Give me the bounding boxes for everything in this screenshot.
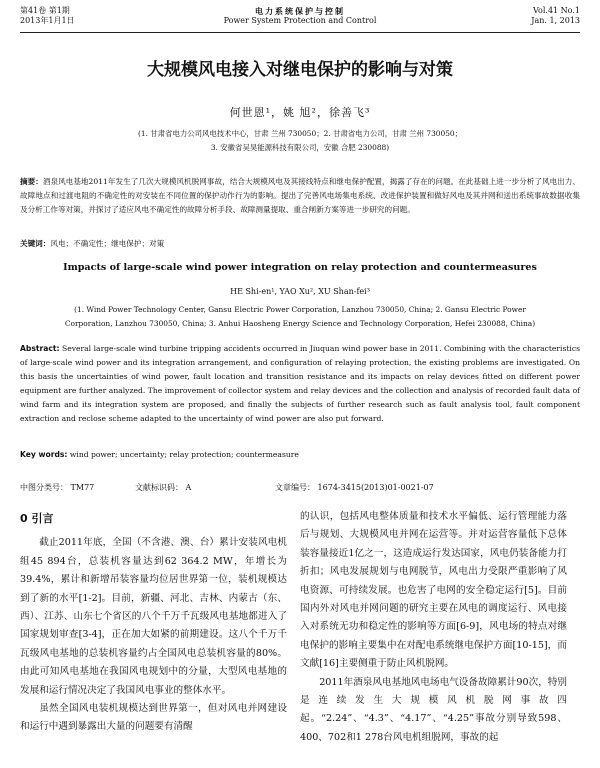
body-column-left <box>20 510 287 737</box>
paper-title-en: Impacts of large-scale wind power integration on relay protection and countermeasures <box>63 262 537 273</box>
abstract-en <box>20 342 580 426</box>
body-paragraph: 的认识，包括风电整体质量和技术水平偏低、运行管理能力落后与规划、大规模风电并网在运营等。并对运营容量低下总体装容量接近1亿之一，这造成运行发达国家，风电仍装备能力打折扣；风电发展规划与电网脱节，风电出力受限严重影响了风电资源、可持续发展。也危害了电网的安全稳定运行[5]。目前国内外对风电并网问题的研究主要在风电的调度运行、风电接入对系统无功和稳定性的影响等方面[6-9]，风电场的特点对继电保护的影响主要集中在对配电系统继电保护方面[10-15]，而文献[16]主要侧重于防止风机脱网。 <box>300 511 567 670</box>
affiliation-cn-line-2: 3. 安徽省吴昊能源科技有限公司，安徽 合肥 230088) <box>210 143 390 152</box>
body-column-right <box>300 508 567 747</box>
abstract-cn-text: 酒泉风电基地2011年发生了几次大规模风机脱网事故，结合大规模风电及其接线特点和继电保护配置，揭露了存在的问题。在此基础上进一步分析了风电出力、故障地点和过渡电阻的不确定性的对安装在不同位置的保护动作行为的影响。提出了完善风电场集电系统、改进保护装置和做好风电及其并网和送出系统事故数据收集及分析工作等对策，并探讨了适应风电不确定性的故障分析手段、故障测量提取、重合闸新方案等进一步研究的问题。 <box>20 177 581 214</box>
header-center <box>20 6 580 26</box>
running-header <box>20 6 580 33</box>
abstract-cn-label: 摘要： <box>20 177 43 186</box>
volume-en: Vol.41 No.1 <box>533 6 580 15</box>
affiliation-en <box>40 303 560 331</box>
authors-cn: 何世恩¹，姚 旭²，徐善飞³ <box>229 106 371 119</box>
abstract-en-text: Several large-scale wind turbine tripping accidents occurred in Jiuquan wind power base in 2011. Combining with the characteristics of large-scale wind power and its integration arrangement, and configuration of relaying protection, the existing problems are investigated. On this basis the uncertainties of wind power, fault location and transition resistance and its impacts on relay devices fitted on different power equipment are further analyzed. The improvement of collector system and relay devices and the collection and analysis of recorded fault data of wind farm and its integration system are proposed, and finally the subjects of further research such as fault analysis tool, fault component extraction and reclose scheme adapted to the uncertainty of wind power are also put forward. <box>20 344 580 423</box>
header-right <box>531 6 580 26</box>
keywords-cn-label: 关键词： <box>20 239 51 248</box>
clc-code: 中图分类号： TM77 <box>20 483 95 492</box>
affiliation-cn-line-1: (1. 甘肃省电力公司风电技术中心，甘肃 兰州 730050；2. 甘肃省电力公司，甘肃 兰州 730050； <box>137 129 462 138</box>
keywords-en-label: Key words: <box>20 450 68 459</box>
abstract-en-label: Abstract: <box>20 344 60 353</box>
journal-name-en: Power System Protection and Control <box>223 16 377 25</box>
body-paragraph: 虽然全国风电装机规模达到世界第一，但对风电并网建设和运行中遇到暴露出大量的问题要有清醒 <box>20 703 287 733</box>
keywords-cn <box>20 237 580 251</box>
date-cn: 2013年1月1日 <box>20 16 75 25</box>
body-paragraph: 截止2011年底，全国（不含港、澳、台）累计安装风电机组45 894台，总装机容量达到62 364.2 MW，年增长为39.4%，累计和新增吊装容量均位居世界第一位，装机规模达到了新的水平[1-2]。目前，新疆、河北、吉林、内蒙古（东、西）、江苏、山东七个省区的八个千万千瓦级风电基地都进入了国家规划审查[3-4]，正在加大如紧的前期建设。这八个千万千瓦级风电基地的总装机容量约占全国风电总装机容量的80%。由此可知风电基地在我国风电规划中的分量，大型风电基地的发展和运行情况决定了我国风电事业的整体水平。 <box>20 537 287 696</box>
volume-cn: 第41卷 第1期 <box>20 6 70 15</box>
article-number: 文章编号： 1674-3415(2013)01-0021-07 <box>275 483 434 492</box>
authors-en: HE Shi-en¹, YAO Xu², XU Shan-fei³ <box>230 287 370 296</box>
affiliation-en-line-2: Corporation, Lanzhou 730050, China; 3. Anhui Haosheng Energy Science and Technology Corporation, Hefei 230088, China) <box>64 319 536 328</box>
keywords-cn-text: 风电；不确定性；继电保护；对策 <box>50 239 165 248</box>
keywords-en-text: wind power; uncertainty; relay protection; countermeasure <box>69 450 299 459</box>
doc-code: 文献标识码： A <box>135 483 192 492</box>
journal-name-cn: 电力系统保护与控制 <box>255 6 345 16</box>
affiliation-en-line-1: (1. Wind Power Technology Center, Gansu Electric Power Corporation, Lanzhou 730050, China; 2. Gansu Electric Power <box>74 305 526 314</box>
paper-title-cn: 大规模风电接入对继电保护的影响与对策 <box>147 60 453 80</box>
date-en: Jan. 1, 2013 <box>531 16 580 25</box>
affiliation-cn <box>40 127 560 155</box>
keywords-en <box>20 448 580 462</box>
abstract-cn <box>20 175 580 217</box>
body-paragraph: 2011年酒泉风电基地风电场电气设备故障累计90次，特别是连续发生大规模风机脱网事故四起。“2.24”、“4.3”、“4.17”、“4.25”事故分别导致598、400、702和1 278台风电机组脱网，事故的起 <box>300 676 567 743</box>
section-heading: 0 引言 <box>20 512 54 525</box>
